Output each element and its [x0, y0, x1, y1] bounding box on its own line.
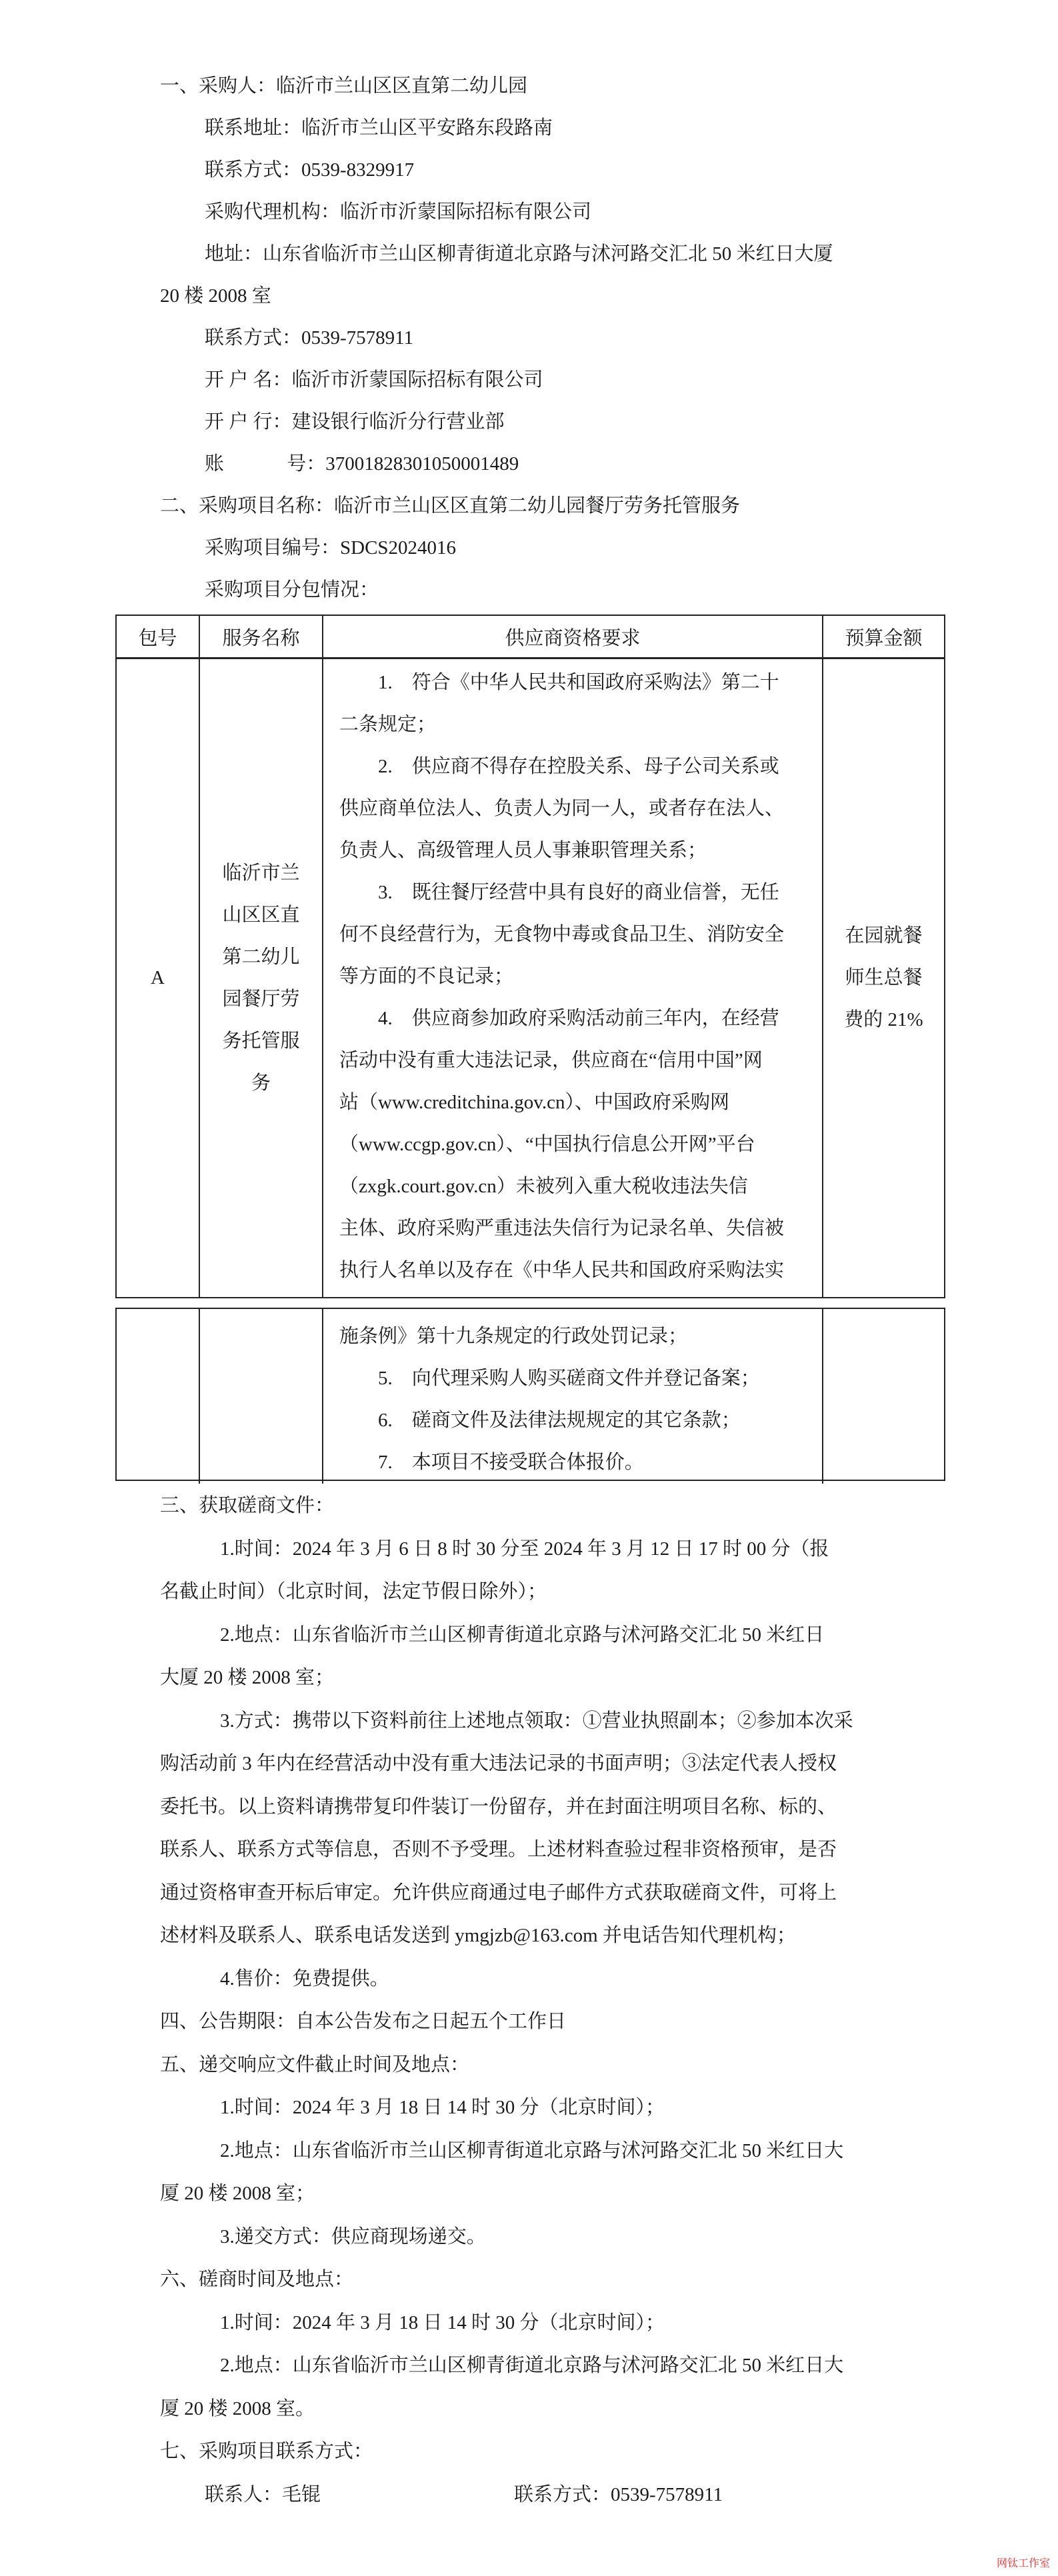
requirement-line: 1. 符合《中华人民共和国政府采购法》第二十 [378, 672, 779, 693]
budget-line: 费的 21% [844, 1009, 923, 1030]
doc-line: 采购代理机构：临沂市沂蒙国际招标有限公司 [205, 201, 592, 223]
doc-line: 述材料及联系人、联系电话发送到 ymgjzb@163.com 并电话告知代理机构； [160, 1925, 796, 1946]
service-name-line: 务 [251, 1072, 271, 1094]
intro-section [0, 65, 1058, 611]
table-header-service-name: 服务名称 [200, 616, 323, 659]
service-name-cell [200, 659, 323, 1297]
requirement-line: 站（www.creditchina.gov.cn）、中国政府采购网 [339, 1092, 729, 1113]
doc-line: 厦 20 楼 2008 室。 [160, 2397, 315, 2419]
doc-line: 联系地址：临沂市兰山区平安路东段路南 [205, 117, 553, 139]
requirement-line: 4. 供应商参加政府采购活动前三年内，在经营 [378, 1008, 779, 1029]
budget-cell-continued [823, 1309, 944, 1484]
doc-line: 开 户 名：临沂市沂蒙国际招标有限公司 [205, 369, 543, 391]
doc-line: 七、采购项目联系方式： [160, 2441, 373, 2462]
doc-line: 联系方式：0539-7578911 [205, 327, 414, 349]
doc-line: 大厦 20 楼 2008 室； [160, 1667, 335, 1688]
doc-line: 采购项目分包情况： [205, 579, 379, 601]
doc-line: 地址：山东省临沂市兰山区柳青街道北京路与沭河路交汇北 50 米红日大厦 [205, 243, 833, 265]
requirement-line: 3. 既往餐厅经营中具有良好的商业信誉，无任 [378, 882, 779, 903]
doc-line: 账 号：37001828301050001489 [205, 453, 519, 475]
doc-line: 4.售价：免费提供。 [220, 1967, 389, 1989]
requirement-line: 二条规定； [339, 714, 437, 735]
doc-line: 厦 20 楼 2008 室； [160, 2183, 315, 2204]
service-name-line: 山区区直 [222, 904, 300, 926]
requirement-line: 6. 磋商文件及法律法规规定的其它条款； [378, 1410, 741, 1431]
service-name-line: 临沂市兰 [222, 862, 300, 884]
doc-line: 名截止时间）（北京时间，法定节假日除外）； [160, 1581, 547, 1602]
doc-line: 联系人：毛锟 联系方式：0539-7578911 [205, 2483, 723, 2505]
table-header-supplier-requirements: 供应商资格要求 [323, 616, 823, 659]
service-name-line: 园餐厅劳 [222, 988, 300, 1010]
requirement-line: 何不良经营行为，无食物中毒或食品卫生、消防安全 [339, 924, 785, 945]
doc-line: 3.递交方式：供应商现场递交。 [220, 2225, 486, 2247]
doc-line: 1.时间：2024 年 3 月 18 日 14 时 30 分（北京时间）； [220, 2311, 665, 2333]
service-name-line: 第二幼儿 [222, 946, 300, 968]
table-header-budget: 预算金额 [823, 616, 944, 659]
package-no-cell-continued [117, 1309, 200, 1484]
doc-line: 联系人、联系方式等信息，否则不予受理。上述材料查验过程非资格预审，是否 [160, 1839, 837, 1860]
package-no-cell: A [117, 659, 200, 1297]
requirement-line: 施条例》第十九条规定的行政处罚记录； [339, 1326, 688, 1347]
doc-line: 2.地点：山东省临沂市兰山区柳青街道北京路与沭河路交汇北 50 米红日大 [220, 2139, 844, 2161]
requirement-line: 等方面的不良记录； [339, 966, 514, 987]
requirement-line: 供应商单位法人、负责人为同一人，或者存在法人、 [339, 798, 785, 819]
doc-line: 购活动前 3 年内在经营活动中没有重大违法记录的书面声明；③法定代表人授权 [160, 1753, 837, 1774]
requirement-line: 负责人、高级管理人员人事兼职管理关系； [339, 840, 707, 861]
supplier-requirements-cell [323, 659, 823, 1297]
package-table [115, 615, 945, 1298]
watermark: 网钛工作室 [996, 2558, 1050, 2569]
package-table-continued [115, 1308, 945, 1481]
doc-line: 联系方式：0539-8329917 [205, 159, 415, 181]
requirement-line: 7. 本项目不接受联合体报价。 [378, 1452, 644, 1473]
service-name-cell-continued [200, 1309, 323, 1484]
doc-line: 通过资格审查开标后审定。允许供应商通过电子邮件方式获取磋商文件，可将上 [160, 1882, 837, 1904]
doc-line: 2.地点：山东省临沂市兰山区柳青街道北京路与沭河路交汇北 50 米红日 [220, 1624, 825, 1646]
requirement-line: 执行人名单以及存在《中华人民共和国政府采购法实 [339, 1260, 785, 1281]
doc-line: 二、采购项目名称：临沂市兰山区区直第二幼儿园餐厅劳务托管服务 [160, 495, 741, 517]
doc-line: 三、获取磋商文件： [160, 1495, 335, 1516]
doc-line: 一、采购人：临沂市兰山区区直第二幼儿园 [160, 75, 528, 97]
requirement-line: （zxgk.court.gov.cn）未被列入重大税收违法失信 [339, 1176, 748, 1197]
requirement-line: 活动中没有重大违法记录，供应商在“信用中国”网 [339, 1050, 763, 1071]
doc-line: 1.时间：2024 年 3 月 6 日 8 时 30 分至 2024 年 3 月 12 日 17 时 00 分（报 [220, 1538, 829, 1560]
service-name-line: 务托管服 [222, 1030, 300, 1052]
doc-line: 20 楼 2008 室 [160, 285, 271, 307]
doc-line: 五、递交响应文件截止时间及地点： [160, 2053, 470, 2075]
budget-cell [823, 659, 944, 1297]
requirement-line: 5. 向代理采购人购买磋商文件并登记备案； [378, 1368, 760, 1389]
doc-line: 委托书。以上资料请携带复印件装订一份留存，并在封面注明项目名称、标的、 [160, 1796, 837, 1818]
doc-line: 开 户 行：建设银行临沂分行营业部 [205, 411, 505, 433]
doc-line: 2.地点：山东省临沂市兰山区柳青街道北京路与沭河路交汇北 50 米红日大 [220, 2355, 844, 2376]
budget-line: 在园就餐 [845, 925, 923, 946]
requirement-line: 2. 供应商不得存在控股关系、母子公司关系或 [378, 756, 779, 777]
table-header-package-no: 包号 [117, 616, 200, 659]
requirement-line: （www.ccgp.gov.cn）、“中国执行信息公开网”平台 [339, 1134, 755, 1155]
budget-line: 师生总餐 [845, 967, 923, 988]
doc-line: 采购项目编号：SDCS2024016 [205, 537, 457, 559]
doc-line: 3.方式：携带以下资料前往上述地点领取：①营业执照副本；②参加本次采 [220, 1710, 853, 1732]
requirement-line: 主体、政府采购严重违法失信行为记录名单、失信被 [339, 1218, 785, 1239]
supplier-requirements-cell-continued [323, 1309, 823, 1484]
doc-line: 六、磋商时间及地点： [160, 2269, 354, 2290]
doc-line: 1.时间：2024 年 3 月 18 日 14 时 30 分（北京时间）； [220, 2097, 665, 2118]
doc-line: 四、公告期限：自本公告发布之日起五个工作日 [160, 2011, 567, 2032]
body-sections [0, 1484, 1058, 2516]
